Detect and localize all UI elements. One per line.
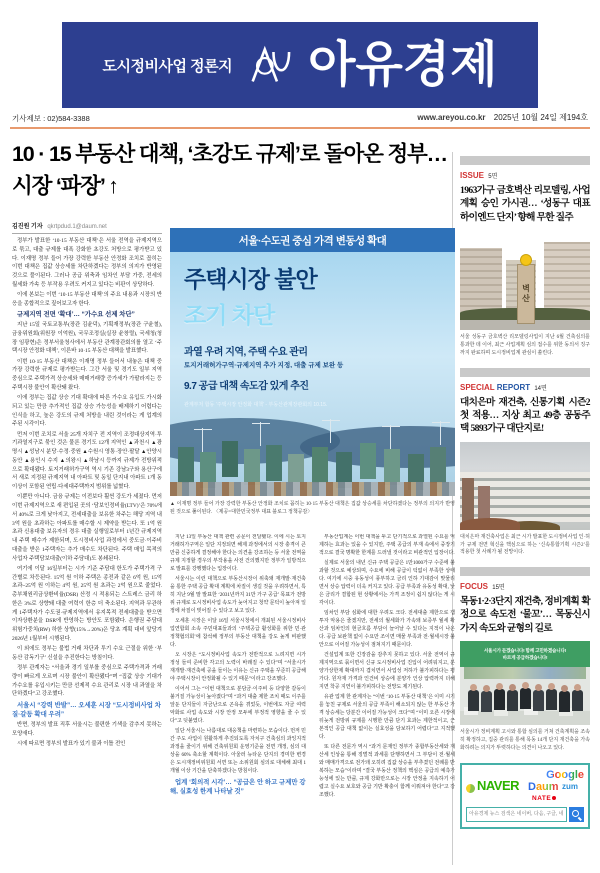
sidebar-section-special-report xyxy=(460,368,590,558)
paragraph: 이 외에도 정부는 불법 거래 차단과 투기 수요 근절을 위한 ‘부동산 감독기구’ 신설을 추진한다는 방침이다. xyxy=(12,646,162,661)
panorama-image xyxy=(464,667,586,679)
section-subhead: 규제지역 전면 ‘확대’… “가수요 선제 차단” xyxy=(17,311,135,318)
construction-site-photo xyxy=(170,424,455,496)
autumn-trees xyxy=(460,518,520,530)
crane-masts xyxy=(202,428,203,452)
search-button[interactable] xyxy=(569,807,584,822)
zum-logo[interactable]: zum xyxy=(562,781,578,791)
section-subhead: 업계 ‘회의적 시각’… “공급은 안 하고 규제만 강해, 실효성 한계 나타날 것” xyxy=(170,778,306,796)
apartment-building xyxy=(460,248,502,312)
apartment-building xyxy=(544,242,590,312)
search-row xyxy=(466,807,584,822)
section-tag xyxy=(460,171,590,180)
paragraph: 유관 업계 한 관계자는 “이번 ‘10·15 부동산 대책’은 이미 시기를 놓친 규제로 서울의 공급 부족이 해소되지 않는 한 부동산 가격 상승세는 당분간 이어질 가능성이 크다”며 “이미 오른 시장에 뒤늦게 전방위 규제를 시행한 만큼 단기 효과는 제한적이고, 근본적인 공급 대책 없이는 실효성을 담보하기 어렵다”고 지적했다. xyxy=(319,694,455,741)
section-bar xyxy=(460,368,590,377)
magnifier-handle-icon xyxy=(578,817,582,821)
masthead xyxy=(62,22,538,108)
section-tag-label: SPECIAL xyxy=(460,382,495,392)
crane-jibs xyxy=(194,429,212,430)
article-column-1 xyxy=(12,237,162,865)
issue-photo-caption: 서울 성동구 금호벽산 리모델링사업이 지난 6월 건축심의를 통과한 데 이어, 최근 사업계획 심의 접수를 위한 동의서 징구까지 완료하며 도시정비업계 관심이 쏠린다. xyxy=(460,335,590,356)
low-rise-houses xyxy=(170,482,455,496)
paragraph: 정부가 발표한 ‘10·15 부동산 대책’은 서울 전역을 규제지역으로 묶고, 대출 규제를 대폭 강화한 초강도 처방으로 평가받고 있다. 이재명 정부 들어 가장 강력한 부동산 안정화 조치로 꼽히는 이번 대책은 집값 상승세를 차단하겠다는 정부의 의지가 반영된 것으로 풀이된다. 그러나 공급 위축과 임차인 부담 가중, 전세의 월세화 가속 등 부작용 우려도 커지고 있다는 비판이 상당하다. xyxy=(12,238,162,288)
sidebar-section-focus xyxy=(460,567,590,753)
infographic-point-2: 9.7 공급 대책 속도감 있게 추진 xyxy=(184,381,309,392)
paragraph: 이에 정부는 집값 상승 기대 확대에 따른 가수요 유입도 가시화되고 있는 만큼 추가적인 집값 상승 가능성을 배제하기 어렵다는 인식을 하고, 높은 강도의 규제 처방을 내린 것이라는 게 업계의 주된 시각이다. xyxy=(12,395,162,428)
event-banner xyxy=(460,641,590,667)
issue-photo xyxy=(460,230,590,330)
section-bar xyxy=(460,156,590,165)
paragraph: 건설업계 또한 긴장감을 감추지 못하고 있다. 서울 전역이 규제지역으로 묶이면서 신규 도시정비사업 진입이 어려워지고, 분양가상한제 확대까지 겹치면서 사업성 저하가 불가피하다는 평가다. 원자재 가격과 인건비 상승에 분양가 인상 압력까지 더해지면 착공 지연이 불가피하다는 전망도 제기된다. xyxy=(319,652,455,691)
section-tag xyxy=(460,582,590,591)
reporter-name: 김진원 기자 xyxy=(12,224,43,230)
section-page-number: 15면 xyxy=(492,585,505,592)
section-tag xyxy=(460,383,590,392)
naver-icon xyxy=(466,784,475,793)
reporter-email: qkrtpdud.1@daum.net xyxy=(47,224,107,230)
section-tag-label: ISSUE xyxy=(460,171,485,180)
infographic-source: 관계부처 합동 ‘주택시장 안정화 대책’ - 부동산관계장관회의 10.15. xyxy=(184,402,328,408)
byline xyxy=(12,221,162,234)
section-subhead: 서울시 “강력 반발”… 오세훈 시장 “도시정비사업 차질·갈등 확대 우려” xyxy=(12,701,161,719)
paragraph: 이뿐만 아니다. 금융 규제는 이전보다 훨씬 강도가 세졌다. 먼저 이번 규제지역으로 새 편입된 곳의 ‘담보인정비율(LTV)’은 70%에서 40%로 크게 낮아지고, 전세대출을 보유한 차주는 해당 지역 내 3억 원을 초과하는 아파트를 매수할 시 제약을 받는다. 또 1억 원 초과 신용대출 보유자의 경우 대출 실행일로부터 1년간 규제지역 내 주택 매수가 제한되며, 도시정비사업 과정에서 중도금·이주비 대출을 받은 1주택자는 추가 매수도 차단된다. 주택 매입 목적의 사업자 주택담보대출(이하 주담대)도 봉쇄된다. xyxy=(12,494,162,562)
main-headline: 10 · 15 부동산 대책, ‘초강도 규제’로 돌아온 정부… 시장 ‘파장’ ↑ xyxy=(12,142,447,199)
sign-text: 벽산 xyxy=(521,284,531,305)
paragraph: 이번 10·15 부동산 대책은 이재명 정부 들어서 내놓은 대책 중 가장 강력한 규제로 평가받는다. 그간 서울 및 경기도 일부 지역 중심으로 주택가격 상승세와 매매거래량 증가세가 가팔라지는 등 주택시장 불안이 확산돼 왔다. xyxy=(12,358,162,391)
apartment-complex-aerial xyxy=(460,472,590,522)
paragraph: 여기에 이달 16일부터는 시가 기준 주담대 한도가 주택가격 구간별로 차등된다. 15억 원 이하 주택은 종전과 같은 6억 원, 15억 초과~25억 원 이하는 4억 원, 25억 원 초과는 2억 원으로 줄었다. 총부채원리금상환비율(DSR) 산정 시 적용되는 스트레스 금리 하한은 3%로 상향돼 대출 여력이 한층 더 축소된다. 지역과 무관하게 1주택자가 수도권·규제지역에서 유지목적 전세대출을 받으면 이자상환분을 DSR에 반영하는 방안도 포함됐다. 은행권 주담대 위험가중치(RW) 하한 상향(15%→20%)은 당초 계획 대비 앞당겨 2026년 1월부터 시행된다. xyxy=(12,565,162,642)
news-tip-phone: 기사제보 : 02)584-3388 xyxy=(12,114,90,123)
au-logo-icon xyxy=(244,42,296,88)
paragraph: 이어서 그는 “이번 대책으로 분담금·이주비 등 다양한 갈등이 불거질 가능성이 높아졌다”며 “과거 대출 제한 조치 때도 이주를 앞둔 단지들이 자금난으로 곤욕을 겪었듯, 이번에도 자금 여력 악화로 사업 속도와 시장 안정 모두에 부정적 영향을 줄 수 있다”고 덧붙였다. xyxy=(170,686,306,725)
paragraph: 지난 13일 부동산 대책 관련 공문이 전달됐다. 이에 시는 토지거래허가구역은 일단 지정되면 해제 과정에서의 시장 충격이 큰 만큼 신중하게 결정해야 한다는 의견을 강조하는 등 서울 전역을 규제 지정할 경우의 부작용을 사전 건의했지만 정부가 일방적으로 발표를 강행했다는 입장이다. xyxy=(170,535,306,573)
paragraph: 임차인 부담 심화에 대한 우려도 크다. 전세대출 제한으로 갭투자 악용은 줄겠지만, 전세의 월세화가 가속돼 보증부 월세 확산과 임차인의 현금흐름 부담이 늘어날 수 있다는 지적이 나온다. 공급 보완책 없이 수요만 조이면 매물 부족과 전·월세시장 불안으로 이어질 가능성이 점쳐지기 때문이다. xyxy=(319,610,455,649)
focus-photo xyxy=(460,641,590,725)
paragraph: 실제로 서울의 내년 신규 주택 공급은 1만1000가구 수준에 불과할 것으로 예상되며, 수요에 비해 공급이 턱없이 부족한 상태다. 여기에 시중 유동성이 풍부하고 금리 인하 기대감이 맞물리면서 상승 압력이 더욱 커지고 있다. 공급 부족과 유동성 확대, 낮은 금리가 결합된 현 상황에서는 가격 조정이 쉽지 않다는 게 시각이다. xyxy=(319,560,455,607)
sidebar-section-issue xyxy=(460,156,590,358)
paragraph: 일단 서울시는 나름대로 대응책을 마련하는 모습이다. 먼저 민간 주도 사업이 원활하게 추진되도록 자치구 건축심의 과잉지적 과정을 줄이기 위해 건축위원회 운영기준을 전면 개정, 심의 대상을 60% 축소할 계획이다. 아울러 뉴타운 단지의 경미한 변경은 도시재정비위원회 서면 또는 소위원회 심의로 대체해 최대 1개월 이상 기간을 단축하겠다는 방침이다. xyxy=(170,728,306,775)
panel-participants xyxy=(468,690,479,711)
entrance-sign-pillar xyxy=(517,264,535,324)
search-input[interactable] xyxy=(466,807,567,822)
special-report-photo-caption: 대치은마 재건축사업은 최근 시가 발표한 도시정비사업 인·허가 규제 전면 혁신을 핵심으로 하는 ‘신속통합기획 시즌2’를 적용한 첫 사례가 될 전망이다. xyxy=(460,534,590,556)
article-column-2 xyxy=(170,534,306,865)
masthead-tagline: 도시정비사업 정론지 xyxy=(102,57,233,75)
section-tag-label-2: REPORT xyxy=(496,382,531,392)
sidebar xyxy=(460,156,590,829)
nate-logo[interactable]: NATE xyxy=(532,795,556,802)
infographic-title-line2: 조기 차단 xyxy=(184,302,275,328)
focus-photo-caption: 서울시가 정비계획 고시와 통합 심의를 거쳐 건축계획을 조속히 확정하고, 집중 관리를 통해 목동 14개 단지 재건축을 가속화하려는 의지가 뚜렷하다는 의견이 나오고 있다. xyxy=(460,730,590,751)
apartment-towers xyxy=(178,447,194,483)
naver-logo[interactable]: NAVER xyxy=(468,778,519,793)
issue-date: 2025년 10월 24일 제194호 xyxy=(493,113,588,122)
website-link[interactable]: www.areyou.co.kr xyxy=(417,113,486,122)
google-logo[interactable]: Google xyxy=(546,768,584,781)
infographic-point-1: 과열 우려 지역, 주택 수요 관리 xyxy=(184,347,308,358)
section-page-number: 5면 xyxy=(488,174,498,180)
banner-text-line1: 서울시가 듣겠습니다! 함께 고민하겠습니다! xyxy=(483,647,567,653)
infographic-banner: 서울·수도권 중심 가격 변동성 확대 xyxy=(170,228,455,252)
issue-info xyxy=(417,112,588,123)
paragraph: 정부 관계자는 “서울과 경기 일부를 중심으로 주택가격과 거래량이 빠르게 오르며 시장 불안이 확산됐다”며 “집값 상승 기대가 가수요를 유입시키는 만큼 선제적 수요 관리로 시장 내 과열을 차단하겠다”고 강조했다. xyxy=(12,665,162,698)
section-tag-label: FOCUS xyxy=(460,582,488,592)
section-bar xyxy=(460,567,590,576)
policy-infographic xyxy=(170,228,455,496)
paragraph: 또 다른 전문가 역시 “과거 문재인 정부가 종합부동산세와 재산세 인상을 통해 징벌적 과세를 단행하면서 그 부담이 전·월세와 매매가격으로 전가돼 오히려 집값 상승을 부추겼던 전례를 반복하는 모습”이라며 “결국 부동산 정책의 핵심은 공급의 예측가능성에 있는 만큼, 규제 강화만으로는 시장 안정을 지속하기 어렵고 실수요 보호와 공급 기반 확충이 함께 이뤄져야 한다”고 강조했다. xyxy=(319,744,455,799)
daum-logo[interactable]: Daum xyxy=(528,780,559,793)
floor xyxy=(460,711,590,725)
special-report-headline: 대치은마 재건축, 신통기획 시즌2 첫 적용… 지상 최고 49층 공동주택 5893가구 대단지로! xyxy=(460,396,590,435)
header-divider xyxy=(10,127,590,129)
portal-search-box xyxy=(460,763,590,829)
paragraph: 이에 본보는 이번 ‘10·15 부동산 대책’의 주요 내용과 시장의 반응을 종합적으로 짚어보고자 한다. xyxy=(12,292,162,307)
paragraph: 시에 따르면 정부의 발표가 있기 불과 이틀 전인 xyxy=(17,741,126,748)
main-photo-caption: ▲ 이재명 정부 들어 가장 강력한 부동산 안정화 조치로 꼽히는 10·15 부동산 대책은 집값 상승세를 차단하겠다는 정부의 의지가 반영된 것으로 풀이된다. 〈제공=대한민국정부 대표 블로그 정책공감〉 xyxy=(170,502,455,515)
paragraph: 먼저 이번 조치로 서울 25개 자치구 전 지역이 조정대상지역·투기과열지구로 묶인 것은 물론 경기도 12개 지역인 ▲과천시 ▲광명시 ▲성남시 분당·수정·중원 ▲수원시 영통·장안·팔달 ▲안양시 동안 ▲용인시 수지 ▲의왕시 ▲하남시 등까지 규제가 전방위적으로 확대됐다. 토지거래허가구역 역시 기존 강남3구와 용산구에서 새로 지정된 규제지역 내 아파트 및 동일 단지내 아파트 1개 동 이상이 포함된 연립·다세대주택까지 범위를 넓혔다. xyxy=(12,431,162,491)
paragraph: 오세훈 시장은 이달 16일 서울시청에서 개최된 서울시정비사업연합회 소속 주민대표들과의 ‘주택공급 활성화를 위한 민·관정책협의회’에 참석해 정부의 부동산 대책을 강도 높게 비판했다. xyxy=(170,618,306,649)
portal-logos xyxy=(466,769,584,805)
paragraph: 지난 15일 국토교통부(장관 김윤덕), 기획재정부(장관 구윤철), 금융위원회(위원장 이억원), 국무조정실(실장 윤창렬), 국세청(청장 임광현)은 정부서울청사에서 부동산 관계장관회의를 열고 ‘주택시장 안정화 대책’, 이른바 10·15 부동산 대책을 발표했다. xyxy=(12,322,162,355)
infographic-title-line1: 주택시장 불안 xyxy=(184,266,317,292)
paragraph: 반면, 정부의 발표 직후 서울시는 불편한 기색을 감추지 못하는 모양새다. xyxy=(12,722,162,738)
section-page-number: 14면 xyxy=(534,385,547,392)
special-report-photo xyxy=(460,442,590,530)
banner-text-line2: 바르게 공급하겠습니다! xyxy=(502,654,548,660)
paragraph: 서울시는 이런 대책으로 부동산시장이 위축돼 재개발·재건축을 통한 주택 공급 확대 계획에 차질이 생길 것을 우려하면서, 특히 지난 9월 말 발표한 ‘2031년까지 31만 가구 공급’ 목표가 전방위 규제로 도시정비사업 속도가 늦어지고 청약 문턱이 높아져 일정에 차질이 빚어질 수 있다고 보고 있다. xyxy=(170,576,306,615)
paragraph: 오 시장은 “도시정비사업 속도가 전반적으로 느려지면 시가 정성 들여 준비한 각고의 노력이 바래질 수 있다”며 “서울시가 재개발·재건축에 공을 들이는 이유는 신규 주택을 꾸준히 공급해야 주택시장이 안정화될 수 있기 때문”이라고 강조했다. xyxy=(170,652,306,683)
magnifier-icon xyxy=(572,810,579,817)
nate-dot-icon xyxy=(552,796,556,800)
article-column-3 xyxy=(319,534,455,865)
brick-towers xyxy=(462,478,474,524)
infographic-point-1-detail: 토지거래허가구역·규제지역 추가 지정, 대출 규제 보완 등 xyxy=(184,362,344,369)
masthead-title: 아유경제 xyxy=(308,37,498,92)
paragraph: 부동산업계는 이번 대책을 두고 단기적으로 과열된 수요를 억제하는 효과는 있을 수 있지만, 주택 공급의 부재 속에서 중장기적으로 결국 명확한 한계를 드러낼 것이라고 비관적인 입장이다. xyxy=(319,535,455,557)
focus-headline: 목동1·2·3단지 재건축, 정비계획 확정으로 속도전 ‘물꼬’… 목동신시가지 속도와 균형의 길로 xyxy=(460,596,590,634)
issue-headline: 1963가구 금호벽산 리모델링, 사업계획 승인 가시권… ‘성동구 대표 하이엔드 단지’ 향해 무한 질주 xyxy=(460,185,590,223)
